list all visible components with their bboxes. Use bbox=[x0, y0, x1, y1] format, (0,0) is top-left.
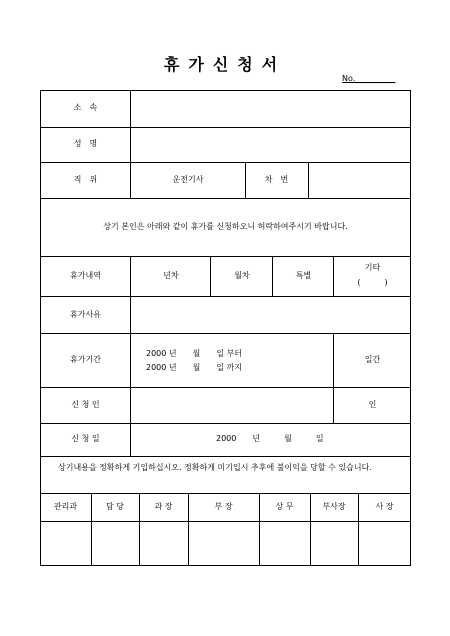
approval-header-dept-head: 부 장 bbox=[214, 502, 233, 511]
leave-type-other: 기타 bbox=[364, 263, 381, 272]
label-car-number: 차 번 bbox=[264, 175, 289, 184]
label-applicant: 신 청 인 bbox=[71, 400, 100, 409]
applicant-seal: 인 bbox=[368, 400, 377, 409]
period-from: 2000 년 월 일 부터 bbox=[146, 349, 243, 358]
label-affiliation: 소 속 bbox=[73, 103, 98, 112]
period-to: 2000 년 월 일 까지 bbox=[146, 363, 243, 372]
leave-type-other-paren: ( ) bbox=[357, 278, 388, 287]
period-days: 일간 bbox=[364, 355, 381, 364]
approval-header-president: 사 장 bbox=[375, 502, 394, 511]
document-number: No.__________ bbox=[342, 74, 396, 83]
leave-type-monthly: 월차 bbox=[234, 271, 250, 280]
label-leave-reason: 휴가사유 bbox=[70, 310, 101, 319]
leave-type-annual: 년차 bbox=[163, 271, 179, 280]
approval-header-vice-president: 부사장 bbox=[322, 502, 346, 511]
request-statement: 상기 본인은 아래와 같이 휴가를 신청하오니 허락하여주시기 바랍니다. bbox=[103, 222, 348, 231]
approval-header-director: 상 무 bbox=[275, 502, 294, 511]
document-title: 휴가신청서 bbox=[163, 55, 287, 74]
label-leave-period: 휴가기간 bbox=[70, 355, 101, 364]
label-leave-type: 휴가내역 bbox=[70, 271, 101, 280]
leave-type-special: 특별 bbox=[295, 271, 312, 280]
approval-header-staff: 담 당 bbox=[106, 502, 124, 511]
value-position: 운전기사 bbox=[172, 175, 204, 184]
label-application-date: 신 청 일 bbox=[71, 434, 100, 443]
notice-text: 상기내용을 정확하게 기입하십시오. 정확하게 미기입시 추후에 불이익을 당할 수 있습니다. bbox=[58, 463, 372, 472]
label-name: 성 명 bbox=[73, 139, 98, 148]
approval-header-section-chief: 과 장 bbox=[154, 502, 173, 511]
application-date-value: 2000 년 월 일 bbox=[216, 434, 324, 443]
label-position: 직 위 bbox=[73, 175, 98, 184]
approval-header-management: 관리과 bbox=[53, 502, 78, 511]
